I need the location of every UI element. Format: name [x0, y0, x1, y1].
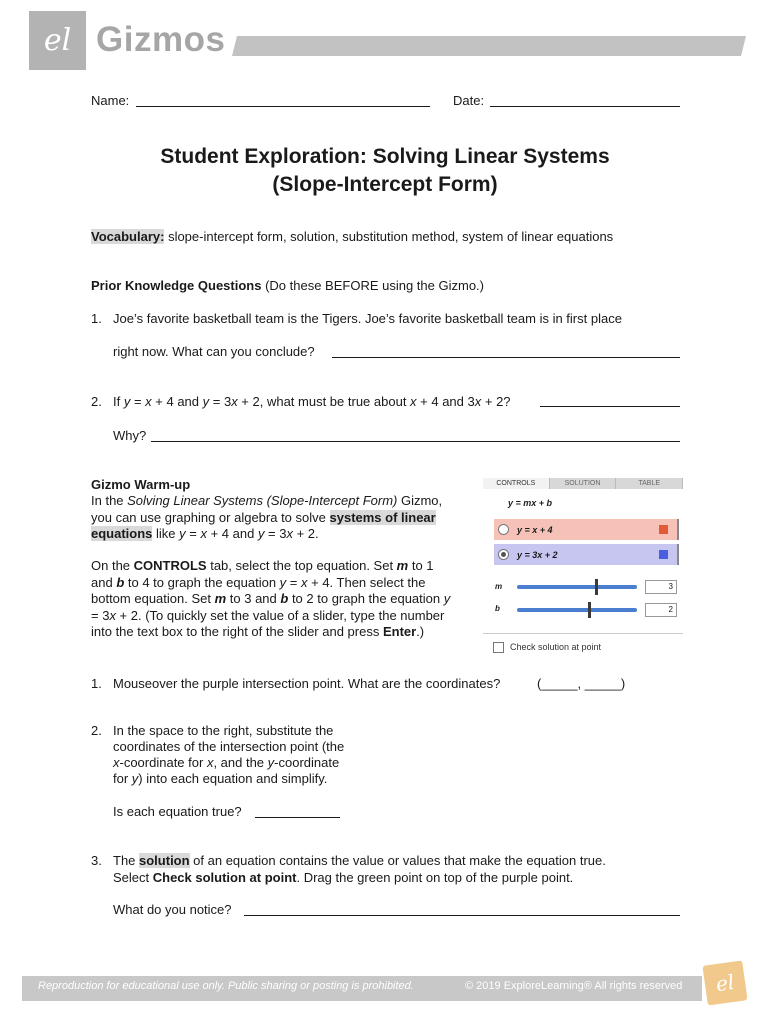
footer-logo: el — [702, 960, 747, 1005]
equation-1-color-swatch — [659, 525, 668, 534]
page-subtitle: (Slope-Intercept Form) — [272, 173, 498, 196]
equation-2-color-swatch — [659, 550, 668, 559]
vocabulary — [91, 229, 613, 244]
equation-1-radio[interactable] — [498, 524, 509, 535]
activity-q2-question: Is each equation true? — [113, 804, 242, 819]
prior-q2-answer-field[interactable] — [540, 406, 680, 407]
footer-copyright: © 2019 ExploreLearning® All rights reserved — [465, 980, 683, 992]
check-solution-checkbox[interactable] — [493, 642, 504, 653]
prior-knowledge-heading — [91, 278, 484, 293]
activity-q3-number: 3. — [91, 853, 102, 868]
activity-q3-line1: The solution of an equation contains the value or values that make the equation true. — [113, 853, 606, 868]
m-slider-thumb[interactable] — [595, 579, 598, 595]
b-slider-label: b — [495, 604, 500, 613]
equation-2-edge — [677, 544, 679, 565]
m-slider[interactable] — [517, 585, 637, 589]
prior-note: (Do these BEFORE using the Gizmo.) — [261, 278, 484, 293]
general-equation: y = mx + b — [508, 498, 553, 508]
tab-table[interactable]: TABLE — [616, 478, 683, 489]
footer-disclaimer: Reproduction for educational use only. Public sharing or posting is prohibited. — [38, 980, 414, 992]
equation-row-2[interactable] — [494, 544, 679, 565]
prior-q2-why-field[interactable] — [151, 441, 680, 442]
b-value-input[interactable]: 2 — [645, 603, 677, 617]
prior-q2-why-label: Why? — [113, 428, 147, 443]
brand-name: Gizmos — [96, 20, 226, 59]
date-field[interactable] — [490, 106, 680, 107]
prior-q1-number: 1. — [91, 311, 102, 326]
activity-q2-number: 2. — [91, 723, 102, 738]
header-bar — [232, 36, 746, 56]
activity-q2-line4: for y) into each equation and simplify. — [113, 771, 328, 786]
equation-row-1[interactable] — [494, 519, 679, 540]
panel-divider — [483, 633, 683, 634]
warmup-heading: Gizmo Warm-up — [91, 477, 191, 492]
tab-solution[interactable]: SOLUTION — [550, 478, 617, 489]
prior-q1-prompt: right now. What can you conclude? — [113, 344, 315, 359]
vocabulary-label: Vocabulary: — [91, 229, 165, 244]
equation-1-edge — [677, 519, 679, 540]
check-solution-label: Check solution at point — [510, 642, 602, 652]
vocabulary-terms: slope-intercept form, solution, substitution method, system of linear equations — [164, 229, 614, 244]
warmup-intro: In the Solving Linear Systems (Slope-Intercept Form) Gizmo, you can use graphing or algebra to solve systems of linear equations like y = x + 4 and y = 3x + 2. — [91, 493, 443, 541]
activity-q2-line3: x-coordinate for x, and the y-coordinate — [113, 755, 340, 770]
activity-q2-line1: In the space to the right, substitute the — [113, 723, 334, 738]
activity-q2-answer-field[interactable] — [255, 817, 340, 818]
b-slider-thumb[interactable] — [588, 602, 591, 618]
equation-2-radio[interactable] — [498, 549, 509, 560]
prior-q2-text: If y = x + 4 and y = 3x + 2, what must be true about x + 4 and 3x + 2? — [113, 394, 511, 409]
equation-1-label: y = x + 4 — [517, 524, 553, 535]
gizmo-tabs — [483, 478, 683, 489]
activity-q1-text: Mouseover the purple intersection point. What are the coordinates? — [113, 676, 501, 691]
prior-q2-number: 2. — [91, 394, 102, 409]
activity-q2-line2: coordinates of the intersection point (the — [113, 739, 345, 754]
m-value-input[interactable]: 3 — [645, 580, 677, 594]
activity-q1-coordinates-field[interactable]: (_____, _____) — [537, 676, 626, 691]
activity-q3-line2: Select Check solution at point. Drag the green point on top of the purple point. — [113, 870, 574, 885]
activity-q3-answer-field[interactable] — [244, 915, 680, 916]
date-label: Date: — [453, 93, 485, 108]
prior-heading: Prior Knowledge Questions — [91, 278, 262, 293]
name-label: Name: — [91, 93, 130, 108]
name-field[interactable] — [136, 106, 430, 107]
activity-q3-question: What do you notice? — [113, 902, 232, 917]
tab-controls[interactable]: CONTROLS — [483, 478, 550, 489]
explorelearning-logo — [29, 11, 86, 70]
activity-q1-number: 1. — [91, 676, 102, 691]
gizmo-controls-panel — [483, 478, 683, 661]
b-slider[interactable] — [517, 608, 637, 612]
equation-2-label: y = 3x + 2 — [517, 549, 558, 560]
logo-glyph: el — [43, 23, 72, 58]
warmup-instructions: On the CONTROLS tab, select the top equation. Set m to 1 and b to 4 to graph the equation y = x + 4. Then select the bottom equation. Set m to 3 and b to 2 to graph the equation y = 3x + 2. (To quickly set the value of a slider, type the number into the text box to the right of the slider and press Enter.) — [91, 558, 451, 639]
prior-q1-answer-field[interactable] — [332, 357, 680, 358]
m-slider-label: m — [495, 582, 503, 591]
page-title: Student Exploration: Solving Linear Systems — [160, 145, 610, 168]
prior-q1-text: Joe’s favorite basketball team is the Tigers. Joe’s favorite basketball team is in first place — [113, 311, 622, 326]
